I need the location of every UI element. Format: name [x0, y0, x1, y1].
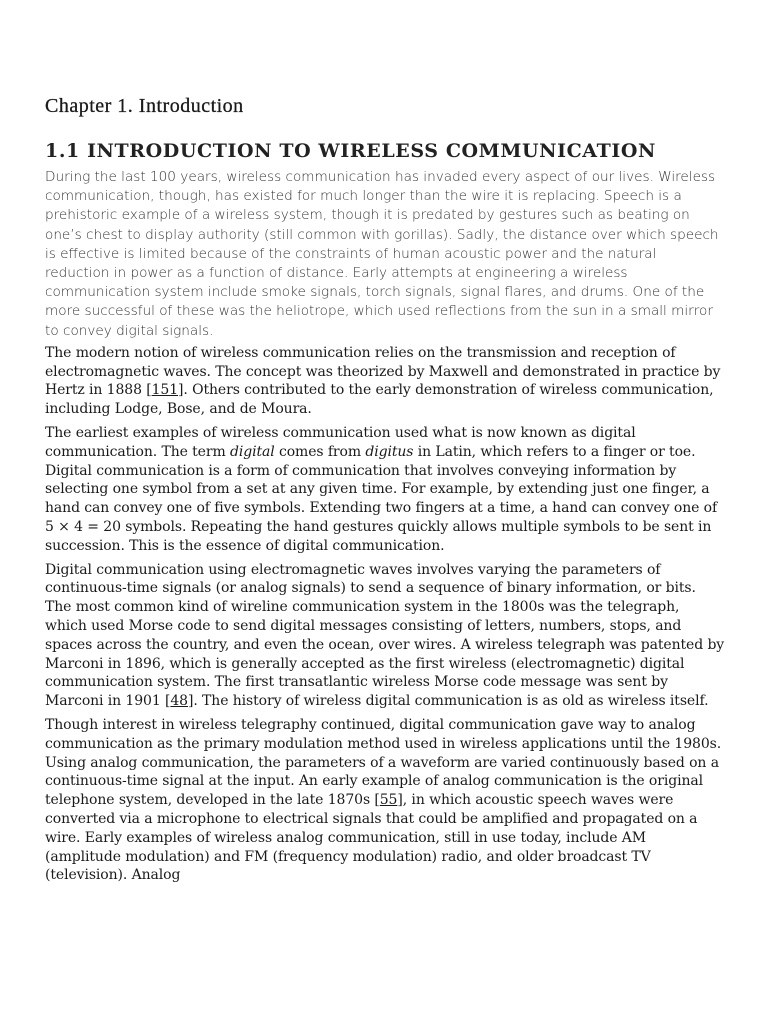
paragraph-electromagnetic [45, 344, 725, 419]
emphasis-digitus: digitus [365, 443, 414, 460]
paragraph-text: Though interest in wireless telegraphy continued, digital communication gave way to analog communication as the primary modulation method used in wireless applications until the 1980s. Using analog communication, the parameters of a waveform are varied continuously based on a continuous-time signal at the input. An early example of analog communication is the original telephone system, developed in the late 1870s [ [45, 716, 722, 809]
reference-link-48[interactable]: 48 [170, 693, 188, 710]
paragraph-text: Digital communication using electromagnetic waves involves varying the parameters of continuous-time signals (or analog signals) to send a sequence of binary information, or bits. The most common kind of wireline communication system in the 1800s was the telegraph, which used Morse code to send digital messages consisting of letters, numbers, stops, and spaces across the country, and even the ocean, over wires. A wireless telegraph was patented by Marconi in 1896, which is generally accepted as the first wireless (electromagnetic) digital communication system. The first transatlantic wireless Morse code message was sent by Marconi in 1901 [ [45, 561, 725, 710]
paragraph-telegraph [45, 561, 725, 711]
section-title: 1.1 INTRODUCTION TO WIRELESS COMMUNICATION [45, 140, 656, 162]
paragraph-digital-origin [45, 424, 725, 556]
document-page [45, 95, 725, 890]
paragraph-text: The earliest examples of wireless communication used what is now known as digital communication. The term [45, 425, 636, 460]
paragraph-text: in Latin, which refers to a finger or toe. Digital communication is a form of communication that involves conveying information by selecting one symbol from a set at any given time. For example, by extending just one finger, a hand can convey one of five symbols. Extending two fingers at a time, a hand can convey one of 5 × 4 = 20 symbols. Repeating the hand gestures quickly allows multiple symbols to be sent in succession. This is the essence of digital communication. [45, 443, 718, 554]
paragraph-intro: During the last 100 years, wireless communication has invaded every aspect of our lives. Wireless communication, though, has existed for much longer than the wire it is replacing. Speech is a prehistoric example of a wireless system, though it is predated by gestures such as beating on one’s chest to display authority (still common with gorillas). Sadly, the distance over which speech is effective is limited because of the constraints of human acoustic power and the natural reduction in power as a function of distance. Early attempts at engineering a wireless communication system include smoke signals, torch signals, signal flares, and drums. One of the more successful of these was the heliotrope, which used reflections from the sun in a small mirror to convey digital signals. [45, 169, 719, 339]
paragraph-text: ], in which acoustic speech waves were converted via a microphone to electrical signals that could be amplified and propagated on a wire. Early examples of wireless analog communication, still in use today, include AM (amplitude modulation) and FM (frequency modulation) radio, and older broadcast TV (television). Analog [45, 792, 698, 884]
paragraph-text: ]. The history of wireless digital communication is as old as wireless itself. [188, 693, 709, 710]
paragraph-analog [45, 716, 725, 885]
paragraph-text: comes from [274, 443, 366, 460]
reference-link-151[interactable]: 151 [151, 382, 179, 399]
paragraph-text: ]. Others contributed to the early demonstration of wireless communication, including Lodge, Bose, and de Moura. [45, 382, 714, 418]
paragraph-text: The modern notion of wireless communication relies on the transmission and reception of electromagnetic waves. The concept was theorized by Maxwell and demonstrated in practice by Hertz in 1888 [ [45, 344, 721, 399]
reference-link-55[interactable]: 55 [379, 792, 398, 809]
chapter-title: Chapter 1. Introduction [45, 95, 244, 117]
emphasis-digital: digital [230, 443, 275, 460]
